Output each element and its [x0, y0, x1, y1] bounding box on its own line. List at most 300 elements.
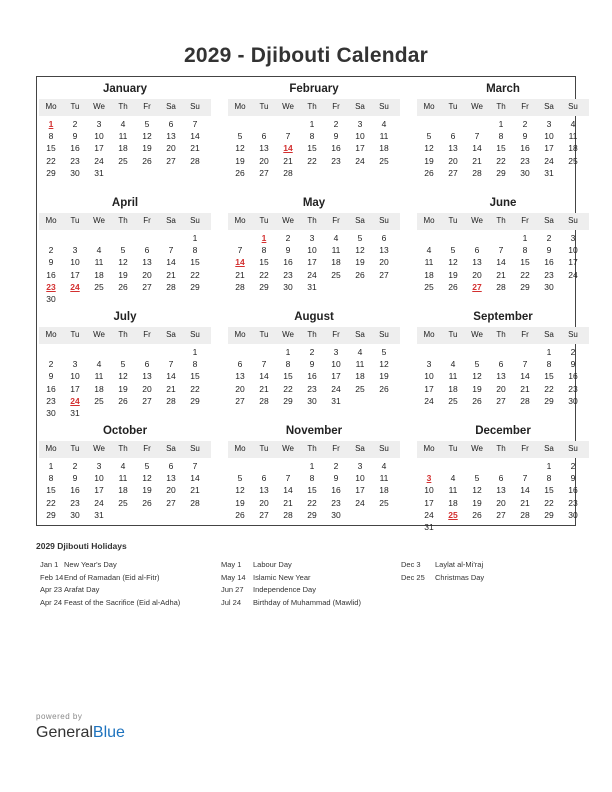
calendar-day: 1 — [48, 461, 54, 471]
calendar-day: 20 — [235, 383, 245, 394]
calendar-day: 29 — [190, 281, 200, 292]
calendar-day: 2 — [333, 461, 339, 471]
weekday-label: Su — [379, 216, 389, 225]
calendar-grid — [36, 76, 578, 532]
weekday-label: We — [282, 330, 294, 339]
calendar-day: 1 — [285, 347, 291, 357]
calendar-day: 17 — [568, 257, 578, 268]
calendar-day: 26 — [142, 155, 152, 166]
calendar-day: 18 — [379, 143, 389, 154]
calendar-day: 4 — [570, 119, 576, 129]
calendar-day: 7 — [192, 119, 198, 129]
calendar-day: 19 — [472, 497, 482, 508]
calendar-day: 26 — [235, 167, 245, 178]
calendar-day: 5 — [120, 359, 126, 370]
calendar-day: 20 — [472, 269, 482, 280]
month-december — [417, 421, 589, 533]
calendar-day: 26 — [448, 281, 458, 292]
calendar-day: 17 — [70, 269, 80, 280]
brand-logo[interactable] — [36, 724, 125, 742]
calendar-day: 28 — [520, 395, 530, 406]
month-name: February — [289, 83, 339, 95]
calendar-day: 27 — [379, 269, 389, 280]
holiday-date: 14 — [235, 257, 245, 268]
calendar-day: 2 — [546, 233, 552, 243]
calendar-day: 16 — [331, 143, 341, 154]
calendar-day: 17 — [331, 371, 341, 382]
calendar-day: 27 — [496, 395, 506, 406]
calendar-day: 21 — [190, 485, 200, 496]
weekday-label: Th — [496, 216, 506, 225]
calendar-day: 27 — [496, 509, 506, 520]
month-october — [39, 421, 211, 533]
calendar-day: 26 — [472, 509, 482, 520]
calendar-day: 11 — [118, 131, 128, 142]
calendar-day: 18 — [118, 143, 128, 154]
calendar-day: 18 — [94, 269, 104, 280]
calendar-day: 17 — [544, 143, 554, 154]
calendar-day: 1 — [498, 119, 504, 129]
calendar-day: 25 — [448, 395, 458, 406]
calendar-day: 3 — [357, 119, 363, 129]
weekday-label: Sa — [355, 216, 365, 225]
calendar-day: 6 — [261, 131, 267, 142]
calendar-day: 7 — [522, 473, 528, 484]
calendar-day: 5 — [474, 359, 480, 370]
calendar-day: 12 — [355, 245, 365, 256]
calendar-day: 23 — [568, 497, 578, 508]
calendar-day: 12 — [118, 257, 128, 268]
calendar-day: 5 — [426, 131, 432, 142]
calendar-day: 9 — [546, 245, 552, 256]
calendar-day: 16 — [46, 269, 56, 280]
month-name: January — [102, 83, 148, 95]
calendar-day: 31 — [307, 281, 317, 292]
calendar-day: 28 — [190, 155, 200, 166]
calendar-day: 12 — [142, 131, 152, 142]
calendar-day: 8 — [522, 245, 528, 256]
calendar-day: 8 — [192, 359, 198, 370]
calendar-day: 26 — [472, 395, 482, 406]
calendar-day: 25 — [424, 281, 434, 292]
calendar-day: 23 — [544, 269, 554, 280]
weekday-label: Mo — [234, 102, 246, 111]
calendar-day: 25 — [379, 155, 389, 166]
calendar-day: 28 — [472, 167, 482, 178]
month-name: April — [111, 197, 139, 209]
calendar-day: 10 — [355, 473, 365, 484]
calendar-day: 9 — [570, 359, 576, 370]
calendar-day: 6 — [261, 473, 267, 484]
month-april — [39, 193, 211, 305]
weekday-label: Tu — [448, 102, 458, 111]
calendar-day: 7 — [474, 131, 480, 142]
month-name: December — [475, 425, 531, 437]
calendar-day: 6 — [144, 359, 150, 370]
calendar-day: 21 — [259, 383, 269, 394]
calendar-day: 18 — [379, 485, 389, 496]
month-name: October — [102, 425, 148, 437]
weekday-label: Su — [568, 216, 578, 225]
calendar-day: 2 — [333, 119, 339, 129]
calendar-day: 12 — [424, 143, 434, 154]
calendar-day: 7 — [285, 473, 291, 484]
holiday-item-date: Jul 24 — [221, 597, 242, 607]
calendar-day: 17 — [355, 143, 365, 154]
calendar-day: 17 — [70, 383, 80, 394]
calendar-day: 17 — [424, 497, 434, 508]
calendar-day: 4 — [357, 347, 363, 357]
calendar-day: 24 — [94, 497, 104, 508]
calendar-day: 23 — [70, 155, 80, 166]
calendar-day: 15 — [283, 371, 293, 382]
calendar-day: 16 — [307, 371, 317, 382]
weekday-label: Th — [307, 216, 317, 225]
calendar-day: 4 — [450, 359, 456, 370]
calendar-day: 1 — [309, 461, 315, 471]
calendar-day: 24 — [307, 269, 317, 280]
holiday-item-date: May 14 — [221, 572, 246, 582]
calendar-day: 3 — [570, 233, 576, 243]
weekday-label: Su — [379, 330, 389, 339]
brand-name-part2: Blue — [92, 724, 125, 741]
calendar-day: 5 — [474, 473, 480, 484]
calendar-day: 19 — [472, 383, 482, 394]
weekday-label: Fr — [332, 216, 340, 225]
calendar-day: 24 — [355, 497, 365, 508]
calendar-day: 27 — [235, 395, 245, 406]
calendar-day: 4 — [333, 233, 339, 243]
weekday-label: Fr — [332, 102, 340, 111]
calendar-day: 21 — [235, 269, 245, 280]
weekday-label: Th — [118, 330, 128, 339]
holiday-date: 24 — [70, 281, 80, 292]
calendar-day: 16 — [70, 485, 80, 496]
calendar-day: 6 — [168, 119, 174, 129]
calendar-day: 3 — [72, 359, 78, 370]
holiday-item-name: Christmas Day — [435, 572, 485, 582]
calendar-day: 13 — [166, 131, 176, 142]
calendar-day: 30 — [46, 294, 56, 304]
calendar-day: 23 — [283, 269, 293, 280]
calendar-day: 12 — [142, 473, 152, 484]
weekday-label: We — [93, 216, 105, 225]
calendar-day: 3 — [546, 119, 552, 129]
calendar-day: 7 — [261, 359, 267, 370]
calendar-day: 6 — [381, 233, 387, 243]
calendar-day: 6 — [498, 473, 504, 484]
calendar-day: 1 — [309, 119, 315, 129]
weekday-label: Th — [118, 444, 128, 453]
weekday-label: Su — [379, 102, 389, 111]
calendar-day: 2 — [285, 233, 291, 243]
calendar-day: 15 — [190, 257, 200, 268]
weekday-label: Th — [307, 102, 317, 111]
calendar-day: 2 — [309, 347, 315, 357]
calendar-day: 11 — [568, 131, 578, 142]
calendar-day: 6 — [144, 245, 150, 256]
calendar-day: 22 — [259, 269, 269, 280]
holiday-date: 24 — [70, 395, 80, 406]
holiday-date: 14 — [283, 143, 293, 154]
calendar-day: 8 — [309, 473, 315, 484]
weekday-label: Su — [190, 216, 200, 225]
calendar-day: 26 — [118, 395, 128, 406]
calendar-day: 21 — [496, 269, 506, 280]
calendar-day: 11 — [355, 359, 365, 370]
weekday-label: Tu — [259, 330, 269, 339]
calendar-day: 31 — [544, 167, 554, 178]
holiday-item-date: Feb 14 — [40, 572, 64, 582]
calendar-day: 22 — [496, 155, 506, 166]
calendar-day: 5 — [381, 347, 387, 357]
brand-name-part1: General — [36, 724, 93, 741]
calendar-day: 5 — [237, 473, 243, 484]
weekday-label: Sa — [166, 330, 176, 339]
month-november — [228, 421, 400, 533]
calendar-day: 7 — [168, 245, 174, 256]
calendar-day: 17 — [94, 485, 104, 496]
weekday-label: Tu — [70, 102, 80, 111]
holiday-item-date: Dec 25 — [401, 572, 425, 582]
weekday-label: Mo — [423, 444, 435, 453]
weekday-label: We — [93, 444, 105, 453]
calendar-day: 15 — [544, 371, 554, 382]
calendar-day: 5 — [450, 245, 456, 256]
calendar-day: 9 — [285, 245, 291, 256]
calendar-day: 23 — [568, 383, 578, 394]
calendar-day: 27 — [259, 167, 269, 178]
calendar-day: 24 — [568, 269, 578, 280]
weekday-header — [39, 327, 211, 344]
calendar-day: 7 — [237, 245, 243, 256]
month-may — [228, 193, 400, 305]
powered-by-text: powered by — [36, 712, 83, 721]
calendar-day: 14 — [166, 257, 176, 268]
calendar-day: 19 — [118, 269, 128, 280]
weekday-label: Sa — [544, 330, 554, 339]
calendar-day: 25 — [331, 269, 341, 280]
calendar-day: 6 — [450, 131, 456, 142]
weekday-header — [228, 327, 400, 344]
calendar-day: 13 — [259, 143, 269, 154]
calendar-day: 16 — [46, 383, 56, 394]
calendar-day: 14 — [259, 371, 269, 382]
calendar-day: 25 — [568, 155, 578, 166]
weekday-label: Su — [568, 444, 578, 453]
weekday-label: Sa — [166, 444, 176, 453]
weekday-label: Tu — [448, 444, 458, 453]
calendar-day: 24 — [355, 155, 365, 166]
calendar-day: 20 — [379, 257, 389, 268]
calendar-day: 29 — [307, 509, 317, 520]
calendar-day: 22 — [520, 269, 530, 280]
weekday-label: Fr — [521, 330, 529, 339]
calendar-day: 30 — [568, 395, 578, 406]
calendar-day: 21 — [283, 497, 293, 508]
calendar-day: 15 — [544, 485, 554, 496]
calendar-day: 31 — [70, 408, 80, 418]
calendar-day: 7 — [498, 245, 504, 256]
weekday-label: Th — [307, 444, 317, 453]
calendar-day: 15 — [46, 485, 56, 496]
weekday-label: Sa — [544, 102, 554, 111]
calendar-day: 25 — [94, 395, 104, 406]
weekday-label: Fr — [521, 216, 529, 225]
calendar-day: 13 — [496, 485, 506, 496]
calendar-day: 4 — [120, 461, 126, 471]
weekday-label: Sa — [544, 444, 554, 453]
calendar-day: 8 — [546, 473, 552, 484]
weekday-label: Sa — [166, 216, 176, 225]
calendar-day: 29 — [283, 395, 293, 406]
calendar-day: 11 — [424, 257, 434, 268]
calendar-day: 4 — [381, 119, 387, 129]
calendar-day: 19 — [142, 143, 152, 154]
weekday-header — [417, 327, 589, 344]
calendar-day: 27 — [142, 281, 152, 292]
calendar-day: 14 — [283, 485, 293, 496]
calendar-day: 9 — [72, 473, 78, 484]
weekday-header — [228, 441, 400, 458]
holiday-item-date: Jun 27 — [221, 585, 244, 594]
calendar-day: 23 — [331, 155, 341, 166]
month-name: May — [302, 197, 326, 209]
weekday-label: We — [471, 330, 483, 339]
calendar-day: 16 — [544, 257, 554, 268]
calendar-day: 10 — [94, 473, 104, 484]
calendar-day: 13 — [142, 371, 152, 382]
calendar-day: 13 — [496, 371, 506, 382]
calendar-day: 14 — [166, 371, 176, 382]
month-march — [417, 79, 589, 191]
calendar-day: 15 — [190, 371, 200, 382]
calendar-day: 15 — [520, 257, 530, 268]
calendar-day: 30 — [307, 395, 317, 406]
calendar-day: 13 — [166, 473, 176, 484]
month-july — [39, 307, 211, 419]
calendar-day: 22 — [307, 497, 317, 508]
calendar-day: 11 — [118, 473, 128, 484]
calendar-day: 22 — [190, 383, 200, 394]
calendar-day: 6 — [498, 359, 504, 370]
weekday-header — [228, 213, 400, 230]
holiday-date: 23 — [46, 281, 56, 292]
month-february — [228, 79, 400, 191]
calendar-day: 24 — [331, 383, 341, 394]
holiday-item-date: Apr 23 — [40, 585, 63, 594]
calendar-day: 17 — [355, 485, 365, 496]
weekday-label: Tu — [70, 444, 80, 453]
calendar-day: 27 — [166, 497, 176, 508]
calendar-day: 30 — [544, 281, 554, 292]
calendar-day: 21 — [166, 269, 176, 280]
calendar-day: 27 — [448, 167, 458, 178]
calendar-day: 21 — [520, 497, 530, 508]
calendar-day: 10 — [307, 245, 317, 256]
weekday-label: Sa — [355, 102, 365, 111]
calendar-day: 10 — [331, 359, 341, 370]
calendar-day: 20 — [496, 497, 506, 508]
calendar-day: 22 — [283, 383, 293, 394]
calendar-day: 12 — [379, 359, 389, 370]
calendar-day: 29 — [544, 395, 554, 406]
calendar-day: 10 — [424, 485, 434, 496]
calendar-day: 1 — [192, 347, 198, 357]
calendar-day: 19 — [235, 497, 245, 508]
holiday-item-date: Jan 1 — [40, 560, 59, 569]
calendar-day: 21 — [520, 383, 530, 394]
calendar-day: 10 — [94, 131, 104, 142]
weekday-label: Mo — [45, 330, 57, 339]
calendar-day: 13 — [142, 257, 152, 268]
calendar-day: 2 — [48, 359, 54, 370]
calendar-day: 23 — [331, 497, 341, 508]
month-september — [417, 307, 589, 419]
calendar-day: 22 — [307, 155, 317, 166]
calendar-day: 10 — [70, 371, 80, 382]
calendar-day: 23 — [70, 497, 80, 508]
calendar-day: 13 — [472, 257, 482, 268]
calendar-day: 10 — [355, 131, 365, 142]
weekday-label: Fr — [143, 216, 151, 225]
calendar-day: 19 — [355, 257, 365, 268]
calendar-day: 31 — [331, 395, 341, 406]
calendar-day: 22 — [46, 497, 56, 508]
calendar-day: 23 — [520, 155, 530, 166]
calendar-day: 6 — [168, 461, 174, 471]
calendar-day: 28 — [259, 395, 269, 406]
calendar-day: 24 — [424, 509, 434, 520]
calendar-day: 23 — [46, 395, 56, 406]
calendar-day: 9 — [72, 131, 78, 142]
calendar-day: 16 — [568, 371, 578, 382]
month-name: August — [294, 311, 334, 323]
calendar-day: 16 — [568, 485, 578, 496]
calendar-day: 13 — [379, 245, 389, 256]
calendar-day: 4 — [426, 245, 432, 256]
weekday-label: Sa — [355, 444, 365, 453]
calendar-day: 16 — [283, 257, 293, 268]
holiday-date: 27 — [472, 281, 482, 292]
calendar-day: 2 — [522, 119, 528, 129]
calendar-day: 29 — [496, 167, 506, 178]
calendar-day: 8 — [546, 359, 552, 370]
calendar-day: 4 — [96, 245, 102, 256]
calendar-day: 18 — [94, 383, 104, 394]
calendar-day: 29 — [46, 509, 56, 520]
weekday-label: Mo — [234, 444, 246, 453]
calendar-day: 15 — [307, 143, 317, 154]
calendar-day: 9 — [333, 131, 339, 142]
weekday-label: We — [282, 444, 294, 453]
weekday-label: Mo — [45, 444, 57, 453]
calendar-day: 28 — [496, 281, 506, 292]
weekday-label: We — [471, 102, 483, 111]
calendar-day: 13 — [448, 143, 458, 154]
calendar-day: 11 — [448, 485, 458, 496]
calendar-day: 26 — [118, 281, 128, 292]
calendar-day: 20 — [166, 485, 176, 496]
calendar-day: 13 — [235, 371, 245, 382]
calendar-day: 28 — [190, 497, 200, 508]
calendar-day: 16 — [331, 485, 341, 496]
weekday-label: Mo — [45, 102, 57, 111]
calendar-day: 29 — [259, 281, 269, 292]
weekday-label: Tu — [259, 102, 269, 111]
calendar-day: 29 — [544, 509, 554, 520]
calendar-day: 4 — [381, 461, 387, 471]
